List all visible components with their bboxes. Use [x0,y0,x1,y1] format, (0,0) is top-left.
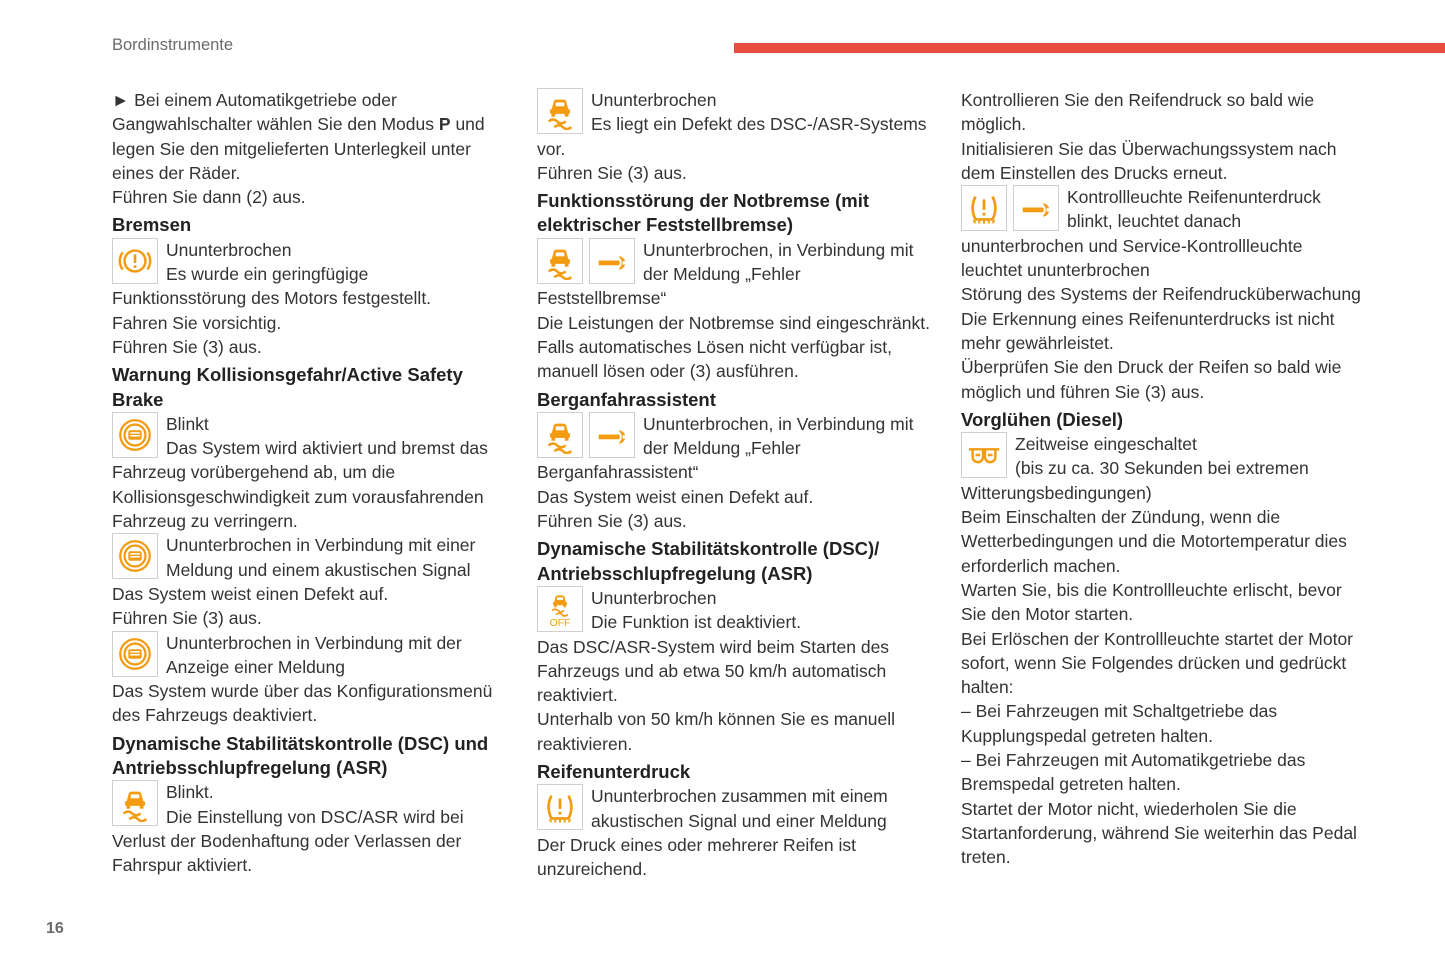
collision-warning-icon [112,533,158,579]
entry-description: (bis zu ca. 30 Sekunden bei extremen Witterungsbedingungen) [961,458,1309,503]
column-3 [961,88,1361,870]
collision-warning-icon [112,412,158,458]
entry-status: Zeitweise eingeschaltet [1015,434,1197,455]
glow-plug-icon [961,432,1007,478]
entry-kollision-3 [112,631,497,728]
entry-description: Die Einstellung von DSC/ASR wird bei Verlust der Bodenhaftung oder Verlassen der Fahrspur aktiviert. [112,806,464,876]
entry-description: Die Funktion ist deaktiviert. [591,612,802,633]
wrench-icon [589,238,635,284]
heading-reifenunterdruck: Reifenunterdruck [537,761,691,783]
entry-description: Bei Erlöschen der Kontrollleuchte startet der Motor sofort, wenn Sie Folgendes drücken und gedrückt halten: [961,628,1353,698]
entry-description: Fahren Sie vorsichtig. [112,312,282,333]
entry-description: Die Leistungen der Notbremse sind eingeschränkt. [537,312,930,333]
entry-dsc-cont [537,88,932,161]
off-label: OFF [549,618,571,628]
entry-description: Unterhalb von 50 km/h können Sie es manuell reaktivieren. [537,709,895,754]
entry-description: Das System weist einen Defekt auf. [112,583,389,604]
list-item: – Bei Fahrzeugen mit Schaltgetriebe das Kupplungspedal getreten halten. [961,701,1278,746]
entry-status: Ununterbrochen, in Verbindung mit der Meldung „Fehler Feststellbremse“ [537,239,914,309]
tire-pressure-icon [537,784,583,830]
intro-suffix: und legen Sie den mitgelieferten Unterlegkeil unter eines der Räder. [112,114,485,183]
skid-control-off-icon [537,586,583,632]
entry-berg [537,412,932,485]
heading-bremsen: Bremsen [112,214,192,236]
entry-dsc [112,780,497,877]
skid-control-icon [537,238,583,284]
skid-control-icon [112,780,158,826]
entry-status: Blinkt. [166,782,214,803]
heading-kollision: Warnung Kollisionsgefahr/Active Safety Brake [112,364,463,410]
entry-status: Ununterbrochen [591,587,717,608]
entry-dsc-off [537,586,932,635]
entry-description: Warten Sie, bis die Kontrollleuchte erlischt, bevor Sie den Motor starten. [961,579,1342,625]
entry-status: Ununterbrochen in Verbindung mit einer Meldung und einem akustischen Signal [166,535,476,580]
entry-description: Die Erkennung eines Reifenunterdrucks ist nicht mehr gewährleistet. [961,308,1335,353]
entry-description: Der Druck eines oder mehrerer Reifen ist unzureichend. [537,834,857,880]
entry-reifen-blink [961,185,1361,282]
entry-action: Führen Sie (3) aus. [112,608,262,629]
tire-pressure-icon [961,185,1007,231]
entry-status: Ununterbrochen, in Verbindung mit der Meldung „Fehler Berganfahrassistent“ [537,413,914,483]
entry-description: Kontrollieren Sie den Reifendruck so bald wie möglich. [961,90,1315,135]
heading-dsc: Dynamische Stabilitätskontrolle (DSC) und Antriebsschlupfregelung (ASR) [112,732,489,779]
entry-description: Es liegt ein Defekt des DSC-/ASR-Systems vor. [537,114,927,159]
entry-status: Ununterbrochen [166,239,292,260]
entry-description: Das System wurde über das Konfigurationsmenü des Fahrzeugs deaktiviert. [112,681,493,726]
entry-description: Das System weist einen Defekt auf. [537,486,814,507]
column-1 [112,88,497,878]
heading-notbremse: Funktionsstörung der Notbremse (mit elektrischer Feststellbremse) [537,190,869,236]
entry-description: Das System wird aktiviert und bremst das Fahrzeug vorübergehend ab, um die Kollisionsgeschwindigkeit zum vorausfahrenden Fahrzeug zu verringern. [112,438,488,532]
entry-description: Das DSC/ASR-System wird beim Starten des Fahrzeugs und ab etwa 50 km/h automatisch reaktiviert. [537,636,890,706]
entry-status: Ununterbrochen [591,90,717,110]
wrench-icon [1013,185,1059,231]
entry-bremsen [112,238,497,311]
engine-fault-icon [112,238,158,284]
entry-status: Ununterbrochen in Verbindung mit der Anzeige einer Meldung [166,632,462,677]
entry-reifen [537,784,932,833]
entry-action: Führen Sie (3) aus. [537,511,687,532]
wrench-icon [589,412,635,458]
entry-action: Führen Sie (3) aus. [537,162,687,183]
entry-status: Ununterbrochen zusammen mit einem akustischen Signal und einer Meldung [591,786,888,831]
entry-status: Blinkt [166,413,209,434]
entry-description: Es wurde ein geringfügige Funktionsstörung des Motors festgestellt. [112,264,432,309]
entry-notbremse [537,238,932,311]
entry-kollision-2 [112,533,497,630]
entry-description: Initialisieren Sie das Überwachungssystem nach dem Einstellen des Drucks erneut. [961,138,1337,183]
list-item: – Bei Fahrzeugen mit Automatikgetriebe das Bremspedal getreten halten. [961,750,1306,795]
intro-prefix: ► Bei einem Automatikgetriebe oder Gangwahlschalter wählen Sie den Modus [112,90,434,135]
intro-text [112,88,497,185]
skid-control-icon [537,88,583,134]
entry-action: Falls automatisches Lösen nicht verfügbar ist, manuell lösen oder (3) ausführen. [537,336,893,382]
entry-kollision-1 [112,412,497,533]
intro-key: P [438,114,451,135]
header-accent-bar [734,43,1445,53]
heading-berganfahrassistent: Berganfahrassistent [537,388,716,410]
intro-line2: Führen Sie dann (2) aus. [112,187,306,208]
entry-description: Startet der Motor nicht, wiederholen Sie die Startanforderung, während Sie weiterhin das Pedal treten. [961,798,1357,868]
collision-warning-icon [112,631,158,677]
entry-vorgluehen [961,432,1361,505]
column-2 [537,88,932,882]
skid-control-icon [537,412,583,458]
entry-description: Beim Einschalten der Zündung, wenn die Wetterbedingungen und die Motortemperatur dies erforderlich machen. [961,507,1347,576]
heading-vorgluehen: Vorglühen (Diesel) [961,408,1124,430]
entry-action: Führen Sie (3) aus. [112,336,262,357]
entry-action: Überprüfen Sie den Druck der Reifen so bald wie möglich und führen Sie (3) aus. [961,357,1342,402]
entry-status: Kontrollleuchte Reifenunterdruck blinkt, leuchtet danach ununterbrochen und Service-Kontrollleuchte leuchtet ununterbrochen [961,187,1321,281]
heading-dsc-off: Dynamische Stabilitätskontrolle (DSC)/ Antriebsschlupfregelung (ASR) [537,538,880,584]
section-title: Bordinstrumente [112,36,234,54]
entry-description: Störung des Systems der Reifendrucküberwachung [961,284,1361,305]
page-number: 16 [46,920,64,937]
